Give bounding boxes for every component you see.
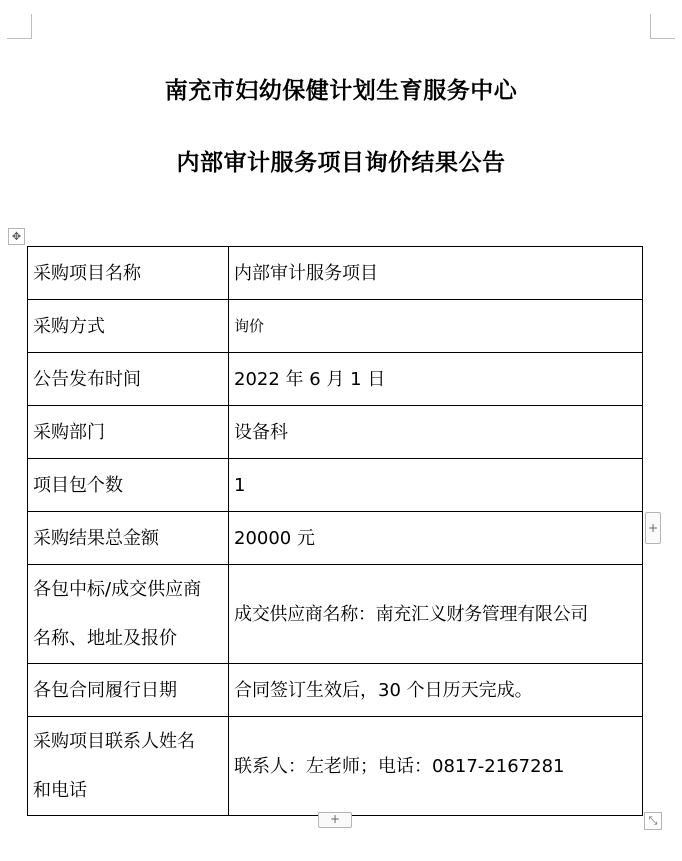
document-title-line1: 南充市妇幼保健计划生育服务中心 bbox=[164, 78, 518, 104]
table-row bbox=[28, 717, 643, 816]
row-label: 项目包个数 bbox=[28, 459, 229, 512]
row-value: 2022 年 6 月 1 日 bbox=[229, 353, 643, 406]
announcement-table bbox=[27, 246, 643, 816]
row-label: 公告发布时间 bbox=[28, 353, 229, 406]
table-row bbox=[28, 565, 643, 664]
row-label: 各包合同履行日期 bbox=[28, 664, 229, 717]
row-value: 联系人：左老师；电话：0817-2167281 bbox=[229, 717, 643, 816]
table-row bbox=[28, 353, 643, 406]
row-label: 采购项目名称 bbox=[28, 247, 229, 300]
add-row-button[interactable]: + bbox=[318, 812, 352, 828]
row-value: 询价 bbox=[229, 300, 643, 353]
row-label-line2: 和电话 bbox=[33, 780, 87, 801]
row-label bbox=[28, 717, 229, 816]
row-value: 内部审计服务项目 bbox=[229, 247, 643, 300]
row-label bbox=[28, 565, 229, 664]
table-row bbox=[28, 512, 643, 565]
add-column-button[interactable]: + bbox=[645, 512, 661, 544]
row-label: 采购方式 bbox=[28, 300, 229, 353]
table-row bbox=[28, 459, 643, 512]
row-value: 1 bbox=[229, 459, 643, 512]
row-value: 设备科 bbox=[229, 406, 643, 459]
row-label: 采购结果总金额 bbox=[28, 512, 229, 565]
table-row bbox=[28, 247, 643, 300]
row-label-line1: 各包中标/成交供应商 bbox=[33, 579, 202, 600]
document-title-line2: 内部审计服务项目询价结果公告 bbox=[176, 150, 506, 176]
table-resize-handle-icon[interactable]: ⤡ bbox=[644, 812, 662, 830]
row-value: 合同签订生效后，30 个日历天完成。 bbox=[229, 664, 643, 717]
page-corner-mark-top-right bbox=[650, 14, 675, 39]
table-row bbox=[28, 664, 643, 717]
row-value: 成交供应商名称：南充汇义财务管理有限公司 bbox=[229, 565, 643, 664]
row-label-line2: 名称、地址及报价 bbox=[33, 628, 177, 649]
row-label-line1: 采购项目联系人姓名 bbox=[33, 731, 195, 752]
row-label: 采购部门 bbox=[28, 406, 229, 459]
table-move-handle-icon[interactable]: ✥ bbox=[8, 228, 25, 245]
page-corner-mark-top-left bbox=[7, 14, 32, 39]
row-value: 20000 元 bbox=[229, 512, 643, 565]
table-row bbox=[28, 300, 643, 353]
table-row bbox=[28, 406, 643, 459]
